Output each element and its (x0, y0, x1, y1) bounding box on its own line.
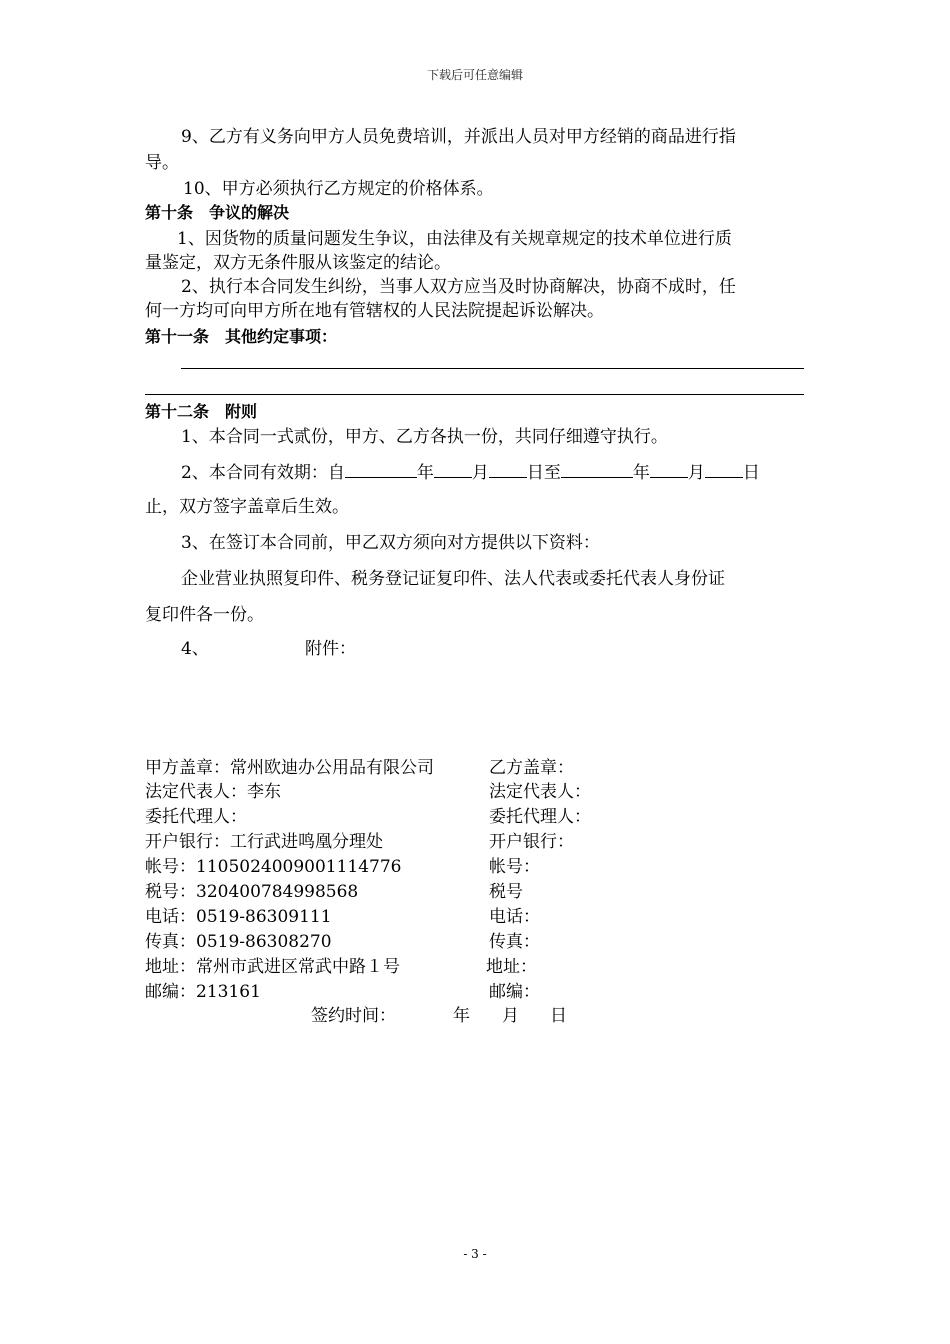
party-b-tax-id: 税号 (489, 882, 523, 902)
article-12-heading: 第十二条 附则 (145, 402, 258, 421)
blank-line-1 (181, 368, 804, 369)
signing-month-label: 月 (502, 1006, 519, 1026)
article-12-p2-line-2: 止，双方签字盖章后生效。 (145, 497, 349, 517)
page-number: - 3 - (463, 1247, 487, 1261)
party-a-postcode: 邮编：213161 (145, 982, 261, 1002)
signing-year-label: 年 (453, 1006, 470, 1026)
article-12-p1: 1、本合同一式贰份，甲方、乙方各执一份，共同仔细遵守执行。 (181, 427, 668, 447)
validity-prefix: 2、本合同有效期：自 (181, 463, 345, 483)
end-month-blank (650, 459, 688, 478)
article-10-p1-line-2: 量鉴定，双方无条件服从该鉴定的结论。 (145, 253, 451, 273)
party-b-address: 地址： (486, 957, 537, 977)
article-12-p4-label: 附件： (305, 639, 356, 659)
signing-date-label: 签约时间： (311, 1006, 396, 1026)
party-a-tax-id: 税号：320400784998568 (145, 882, 359, 902)
party-b-legal-rep: 法定代表人： (489, 782, 591, 802)
start-day-label: 日至 (526, 463, 561, 483)
party-b-phone: 电话： (489, 907, 540, 927)
article-10-p1-line-1: 1、因货物的质量问题发生争议，由法律及有关规章规定的技术单位进行质 (177, 229, 732, 249)
party-b-seal: 乙方盖章： (489, 758, 574, 778)
party-a-bank: 开户银行：工行武进鸣凰分理处 (145, 832, 383, 852)
start-day-blank (489, 459, 527, 478)
party-b-account: 帐号： (489, 857, 540, 877)
article-10-p2-line-2: 何一方均可向甲方所在地有管辖权的人民法院提起诉讼解决。 (145, 301, 604, 321)
party-b-agent: 委托代理人： (489, 807, 591, 827)
start-year-blank (345, 459, 417, 478)
start-month-label: 月 (471, 463, 489, 483)
end-day-label: 日 (742, 463, 760, 483)
article-12-p2-line-1 (181, 459, 760, 485)
item-9-line-1: 9、乙方有义务向甲方人员免费培训，并派出人员对甲方经销的商品进行指 (181, 127, 736, 147)
end-year-label: 年 (632, 463, 650, 483)
party-a-phone: 电话：0519-86309111 (145, 907, 332, 927)
article-12-p3: 3、在签订本合同前，甲乙双方须向对方提供以下资料： (181, 533, 600, 553)
article-12-p3-detail-line-2: 复印件各一份。 (145, 605, 264, 625)
end-year-blank (561, 459, 633, 478)
article-10-p2-line-1: 2、执行本合同发生纠纷，当事人双方应当及时协商解决，协商不成时，任 (181, 277, 736, 297)
start-year-label: 年 (416, 463, 434, 483)
signing-day-label: 日 (550, 1006, 567, 1026)
party-b-fax: 传真： (489, 932, 540, 952)
article-11-heading: 第十一条 其他约定事项： (145, 327, 338, 346)
party-a-address: 地址：常州市武进区常武中路１号 (145, 957, 400, 977)
party-a-seal: 甲方盖章：常州欧迪办公用品有限公司 (145, 758, 434, 778)
start-month-blank (434, 459, 472, 478)
item-10: 10、甲方必须执行乙方规定的价格体系。 (183, 179, 494, 199)
article-10-heading: 第十条 争议的解决 (145, 203, 290, 222)
party-a-legal-rep: 法定代表人：李东 (145, 782, 281, 802)
header-note: 下载后可任意编辑 (426, 68, 523, 82)
party-b-bank: 开户银行： (489, 832, 574, 852)
party-b-postcode: 邮编： (489, 982, 540, 1002)
blank-line-2 (145, 394, 804, 395)
end-month-label: 月 (687, 463, 705, 483)
party-a-fax: 传真：0519-86308270 (145, 932, 332, 952)
end-day-blank (705, 459, 743, 478)
party-a-agent: 委托代理人： (145, 807, 247, 827)
article-12-p3-detail-line-1: 企业营业执照复印件、税务登记证复印件、法人代表或委托代表人身份证 (181, 569, 725, 589)
article-12-p4-number: 4、 (181, 639, 209, 659)
party-a-account: 帐号：1105024009001114776 (145, 857, 402, 877)
item-9-line-2: 导。 (145, 153, 179, 173)
